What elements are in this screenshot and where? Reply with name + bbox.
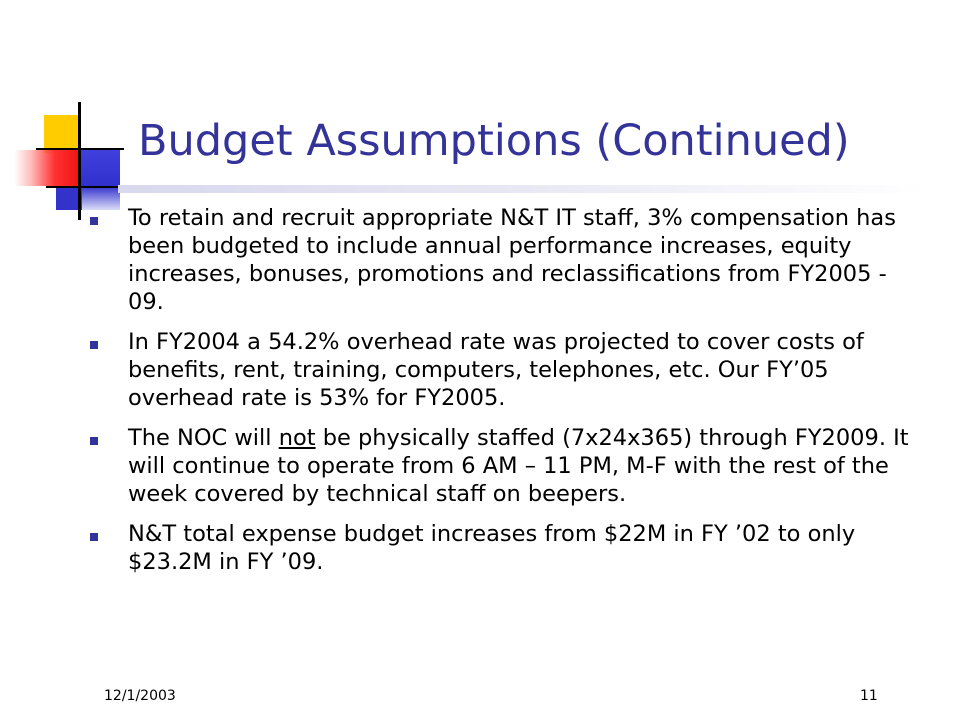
square-bullet-icon — [90, 341, 98, 349]
corner-squares-logo-icon — [0, 0, 140, 230]
logo-red-square — [14, 150, 82, 186]
logo-blue-square — [80, 150, 120, 210]
bullet-list — [86, 204, 916, 588]
footer-date: 12/1/2003 — [104, 688, 176, 704]
bullet-item — [86, 204, 916, 316]
bullet-item — [86, 424, 916, 508]
logo-vertical-line — [78, 102, 81, 220]
bullet-text: In FY2004 a 54.2% overhead rate was projected to cover costs of benefits, rent, training, computers, telephones, etc. Our FY’05 overhead rate is 53% for FY2005. — [128, 329, 864, 411]
bullet-text: To retain and recruit appropriate N&T IT staff, 3% compensation has been budgeted to include annual performance increases, equity increases, bonuses, promotions and reclassifications from FY2005 - 09. — [128, 205, 896, 315]
bullet-text-before: The NOC will — [128, 425, 279, 451]
bullet-text-emphasis: not — [278, 425, 316, 451]
bullet-text-after: be physically staffed (7x24x365) through FY2009. It will continue to operate from 6 AM – 11 PM, M-F with the rest of the week covered by technical staff on beepers. — [128, 425, 909, 507]
title-underline-rule — [118, 185, 928, 193]
square-bullet-icon — [90, 217, 98, 225]
slide-title: Budget Assumptions (Continued) — [138, 116, 850, 166]
square-bullet-icon — [90, 533, 98, 541]
bullet-text: N&T total expense budget increases from $22M in FY ’02 to only $23.2M in FY ’09. — [128, 521, 856, 575]
logo-horizontal-line-lower — [46, 186, 120, 188]
footer-page-number: 11 — [860, 688, 878, 704]
bullet-item — [86, 520, 916, 576]
logo-horizontal-line — [36, 148, 124, 150]
square-bullet-icon — [90, 437, 98, 445]
bullet-item — [86, 328, 916, 412]
